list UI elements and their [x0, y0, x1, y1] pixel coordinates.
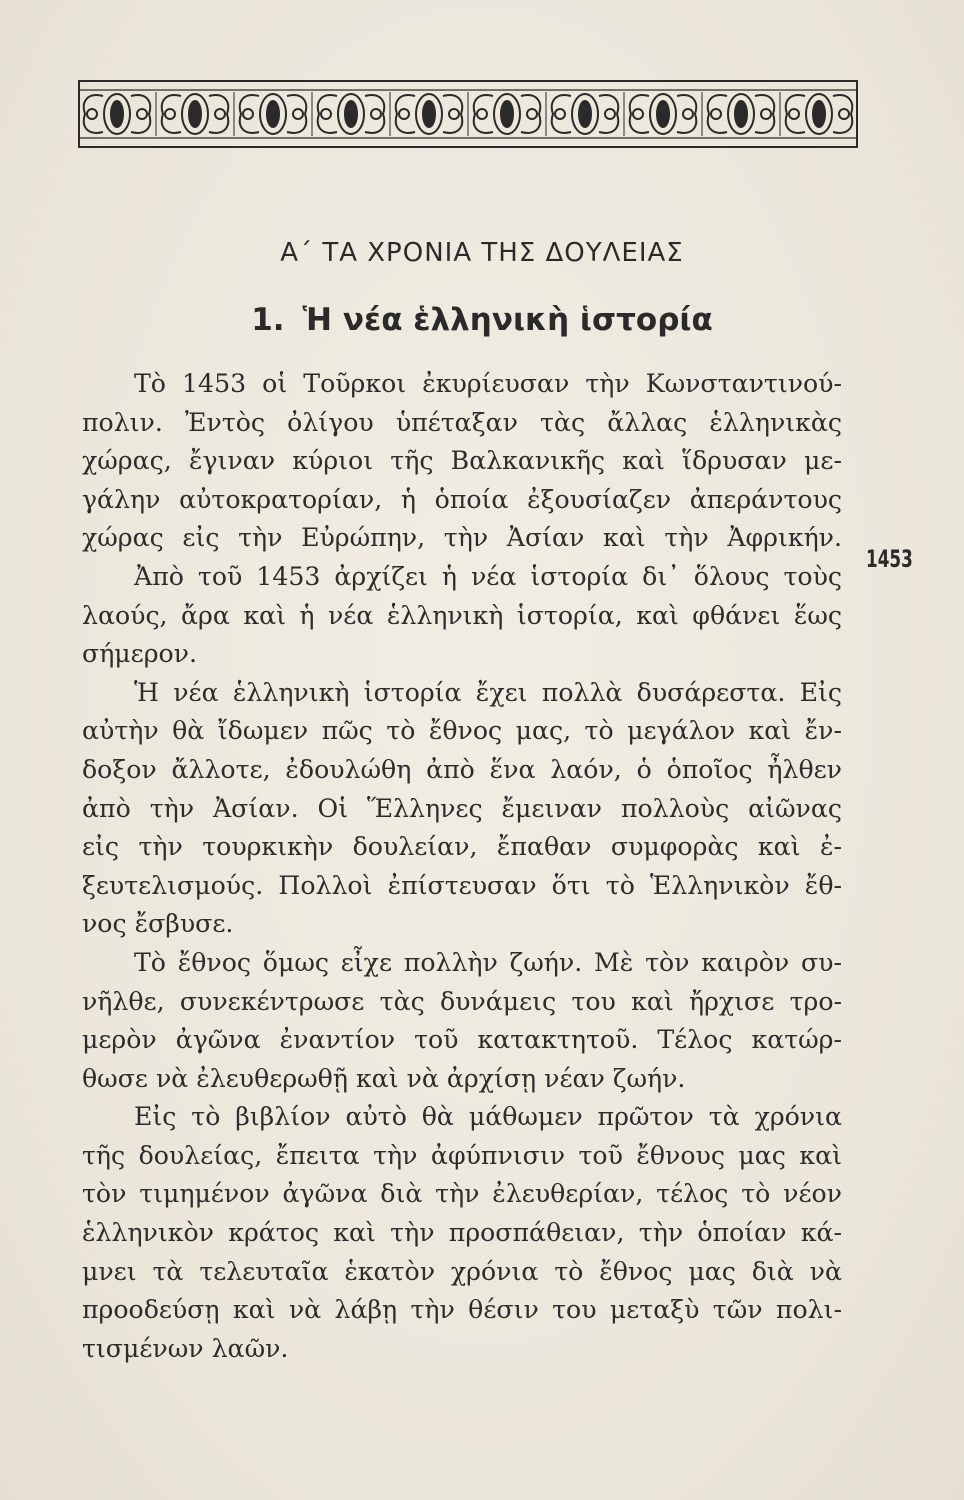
text-line: Ἡ νέα ἑλληνικὴ ἱστορία ἔχει πολλὰ δυσάρεστα. Εἰς [134, 677, 842, 707]
text-line: χώρας εἰς τὴν Εὐρώπην, τὴν Ἀσίαν καὶ τὴν Ἀφρικήν. [82, 523, 842, 553]
chapter-heading: Α΄ ΤΑ ΧΡΟΝΙΑ ΤΗΣ ΔΟΥΛΕΙΑΣ [280, 238, 684, 268]
section-title-text: Ἡ νέα ἑλληνικὴ ἱστορία [302, 302, 713, 338]
text-line: πολιν. Ἐντὸς ὀλίγου ὑπέταξαν τὰς ἄλλας ἑλληνικὰς [82, 407, 842, 437]
ornament-motif [234, 92, 306, 136]
ornament-motif [468, 92, 540, 136]
ornament-motif [312, 92, 384, 136]
section-number: 1. [251, 302, 285, 338]
paragraph [82, 944, 842, 1098]
paragraph [82, 674, 842, 944]
text-line: νῆλθε, συνεκέντρωσε τὰς δυνάμεις του καὶ ἤρχισε τρο- [82, 986, 842, 1016]
ornament-motif [156, 92, 228, 136]
paragraph [82, 365, 842, 674]
text-line: Ἀπὸ τοῦ 1453 ἀρχίζει ἡ νέα ἱστορία δι᾽ ὅλους τοὺς [134, 561, 842, 591]
ornament-motif [702, 92, 774, 136]
text-line: μνει τὰ τελευταῖα ἑκατὸν χρόνια τὸ ἔθνος μας διὰ νὰ [82, 1256, 842, 1286]
section-title [0, 302, 964, 338]
text-line: γάλην αὐτοκρατορίαν, ἡ ὁποία ἐξουσίαζεν ἀπεράντους [82, 484, 842, 514]
text-line: σήμερον. [82, 639, 197, 669]
body-text [82, 365, 842, 1368]
text-line: Τὸ 1453 οἱ Τοῦρκοι ἐκυρίευσαν τὴν Κωνσταντινού- [134, 369, 842, 398]
text-line: μερὸν ἀγῶνα ἐναντίον τοῦ κατακτητοῦ. Τέλος κατώρ- [82, 1025, 842, 1055]
text-line: αὐτὴν θὰ ἴδωμεν πῶς τὸ ἔθνος μας, τὸ μεγάλον καὶ ἔν- [82, 716, 842, 746]
text-line: θωσε νὰ ἐλευθερωθῇ καὶ νὰ ἀρχίσῃ νέαν ζωήν. [82, 1063, 686, 1093]
text-line: Τὸ ἔθνος ὅμως εἶχε πολλὴν ζωήν. Μὲ τὸν καιρὸν συ- [134, 947, 842, 977]
text-line: Εἰς τὸ βιβλίον αὐτὸ θὰ μάθωμεν πρῶτον τὰ χρόνια [134, 1102, 842, 1132]
text-line: ἑλληνικὸν κράτος καὶ τὴν προσπάθειαν, τὴν ὁποίαν κά- [82, 1218, 842, 1248]
ornament-motif [390, 92, 462, 136]
ornament-motif [78, 92, 150, 136]
text-line: τισμένων λαῶν. [82, 1333, 289, 1363]
text-line: ξευτελισμούς. Πολλοὶ ἐπίστευσαν ὅτι τὸ Ἑλληνικὸν ἔθ- [82, 870, 842, 900]
text-line: τῆς δουλείας, ἔπειτα τὴν ἀφύπνισιν τοῦ ἔθνους μας καὶ [82, 1140, 842, 1170]
ornament-motif [546, 92, 618, 136]
text-line: τὸν τιμημένον ἀγῶνα διὰ τὴν ἐλευθερίαν, τέλος τὸ νέον [82, 1179, 842, 1209]
decorative-header-ornament [78, 80, 858, 148]
text-line: προοδεύσῃ καὶ νὰ λάβῃ τὴν θέσιν του μεταξὺ τῶν πολι- [82, 1295, 842, 1325]
text-line: ἀπὸ τὴν Ἀσίαν. Οἱ Ἕλληνες ἔμειναν πολλοὺς αἰῶνας [82, 793, 842, 823]
text-line: δοξον ἄλλοτε, ἐδουλώθη ἀπὸ ἕνα λαόν, ὁ ὁποῖος ἦλθεν [82, 754, 842, 784]
text-line: χώρας, ἔγιναν κύριοι τῆς Βαλκανικῆς καὶ ἵδρυσαν με- [82, 446, 842, 476]
text-line: λαούς, ἄρα καὶ ἡ νέα ἑλληνικὴ ἱστορία, καὶ φθάνει ἕως [82, 600, 842, 630]
text-line: εἰς τὴν τουρκικὴν δουλείαν, ἔπαθαν συμφορὰς καὶ ἐ- [82, 832, 842, 862]
ornament-motif [780, 92, 852, 136]
margin-note-year: 1453 [866, 545, 913, 573]
text-line: νος ἔσβυσε. [82, 909, 234, 939]
paragraph [82, 1098, 842, 1368]
ornament-motif [624, 92, 696, 136]
